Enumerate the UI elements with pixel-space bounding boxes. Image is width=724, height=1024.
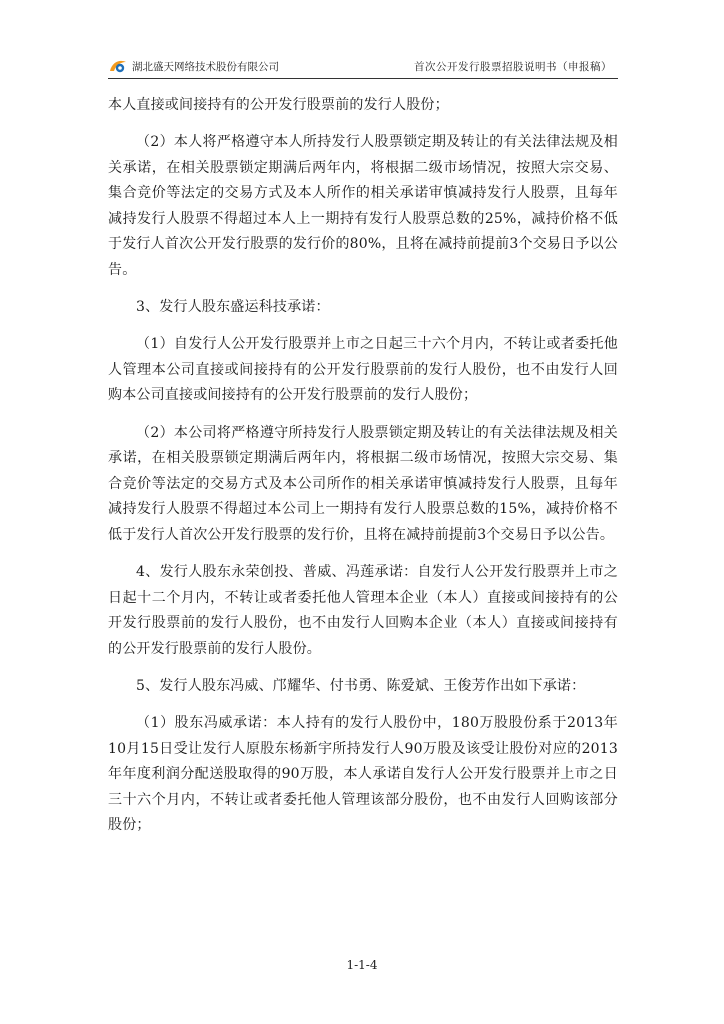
company-name: 湖北盛天网络技术股份有限公司: [132, 61, 279, 73]
paragraph-3: 3、发行人股东盛运科技承诺：: [136, 299, 330, 316]
paragraph-8: （1）股东冯威承诺：本人持有的发行人股份中，180万股股份系于2013年10月15日受让发行人原股东杨新宇所持发行人90万股及该受让股份对应的2013年年度利润分配送股取得的90万股，本人承诺自发行人公开发行股票并上市之日三十六个月内，不转让或者委托他人管理该部分股份，也不由发行人回购该部分股份；: [108, 714, 618, 834]
paragraph-4: （1）自发行人公开发行股票并上市之日起三十六个月内，不转让或者委托他人管理本公司直接或间接持有的公开发行股票前的发行人股份，也不由发行人回购本公司直接或间接持有的公开发行股票前的发行人股份；: [108, 336, 618, 404]
paragraph-5: （2）本公司将严格遵守所持发行人股票锁定期及转让的有关法律法规及相关承诺，在相关股票锁定期满后两年内，将根据二级市场情况，按照大宗交易、集合竞价等法定的交易方式及本公司所作的相关承诺审慎减持发行人股票，且每年减持发行人股票不得超过本公司上一期持有发行人股票总数的15%，减持价格不低于发行人首次公开发行股票的发行价，且将在减持前提前3个交易日予以公告。: [108, 424, 618, 543]
page-number: 1-1-4: [346, 958, 378, 972]
document-title: 首次公开发行股票招股说明书（申报稿）: [414, 61, 612, 73]
page-header: [108, 56, 618, 79]
paragraph-1: 本人直接或间接持有的公开发行股票前的发行人股份；: [108, 97, 449, 113]
paragraph-2: （2）本人将严格遵守本人所持发行人股票锁定期及转让的有关法律法规及相关承诺，在相关股票锁定期满后两年内，将根据二级市场情况，按照大宗交易、集合竞价等法定的交易方式及本人所作的相关承诺审慎减持发行人股票，且每年减持发行人股票不得超过本人上一期持有发行人股票总数的25%，减持价格不低于发行人首次公开发行股票的发行价的80%，且将在减持前提前3个交易日予以公告。: [108, 134, 618, 279]
paragraph-6: 4、发行人股东永荣创投、普威、冯莲承诺：自发行人公开发行股票并上市之日起十二个月内，不转让或者委托他人管理本企业（本人）直接或间接持有的公开发行股票前的发行人股份，也不由发行人回购本企业（本人）直接或间接持有的公开发行股票前的发行人股份。: [108, 564, 618, 657]
paragraph-7: 5、发行人股东冯威、邝耀华、付书勇、陈爱斌、王俊芳作出如下承诺：: [136, 677, 586, 694]
document-body: [108, 93, 618, 850]
company-logo-icon: [108, 58, 128, 74]
